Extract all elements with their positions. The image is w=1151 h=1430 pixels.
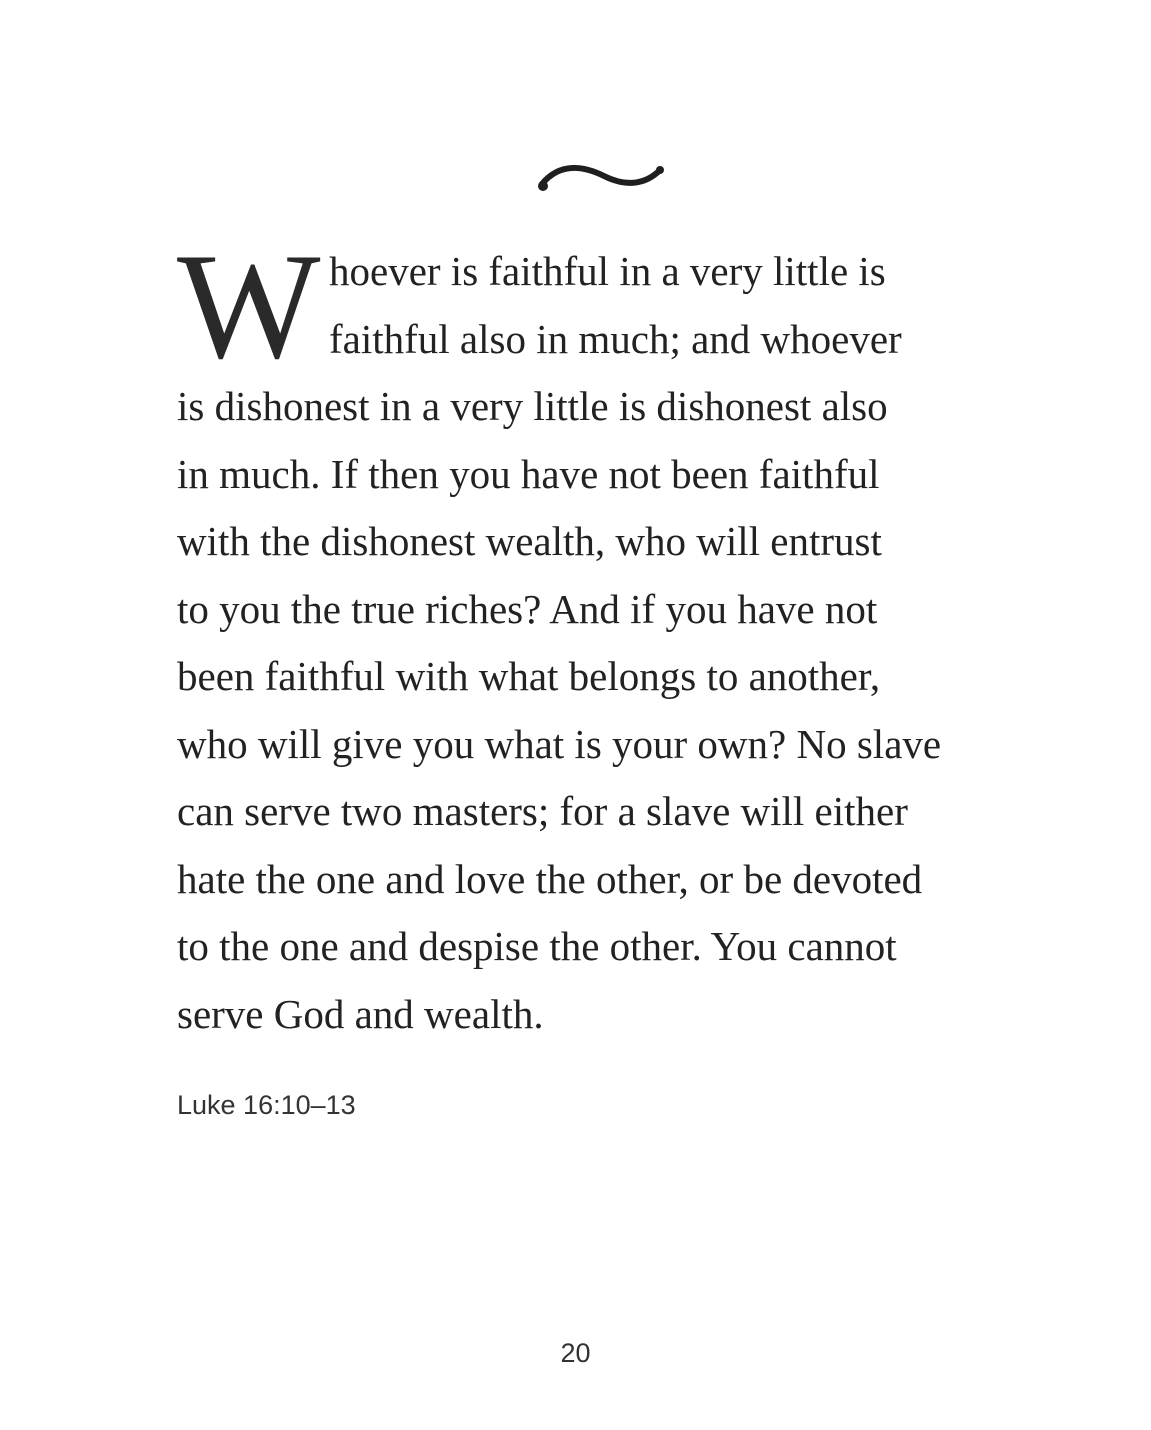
- passage-line: to the one and despise the other. You cannot: [177, 923, 897, 969]
- page-number: 20: [560, 1338, 591, 1368]
- passage-line: serve God and wealth.: [177, 990, 544, 1037]
- passage-line: is dishonest in a very little is dishonest also: [177, 383, 888, 429]
- passage-line: been faithful with what belongs to another,: [177, 653, 881, 699]
- passage-line: faithful also in much; and whoever: [329, 315, 902, 362]
- scripture-citation: Luke 16:10–13: [177, 1090, 356, 1120]
- passage-line: to you the true riches? And if you have not: [177, 585, 878, 632]
- passage-line: hoever is faithful in a very little is: [329, 248, 886, 294]
- drop-cap: W: [177, 222, 321, 390]
- passage-line: in much. If then you have not been faithful: [177, 450, 880, 497]
- passage-line: hate the one and love the other, or be devoted: [177, 855, 923, 902]
- scripture-passage: [177, 222, 1007, 1048]
- passage-line: who will give you what is your own? No slave: [177, 720, 942, 767]
- passage-line: can serve two masters; for a slave will either: [177, 788, 908, 834]
- passage-line: with the dishonest wealth, who will entrust: [177, 518, 882, 564]
- swash-tilde-ornament-icon: [532, 156, 672, 200]
